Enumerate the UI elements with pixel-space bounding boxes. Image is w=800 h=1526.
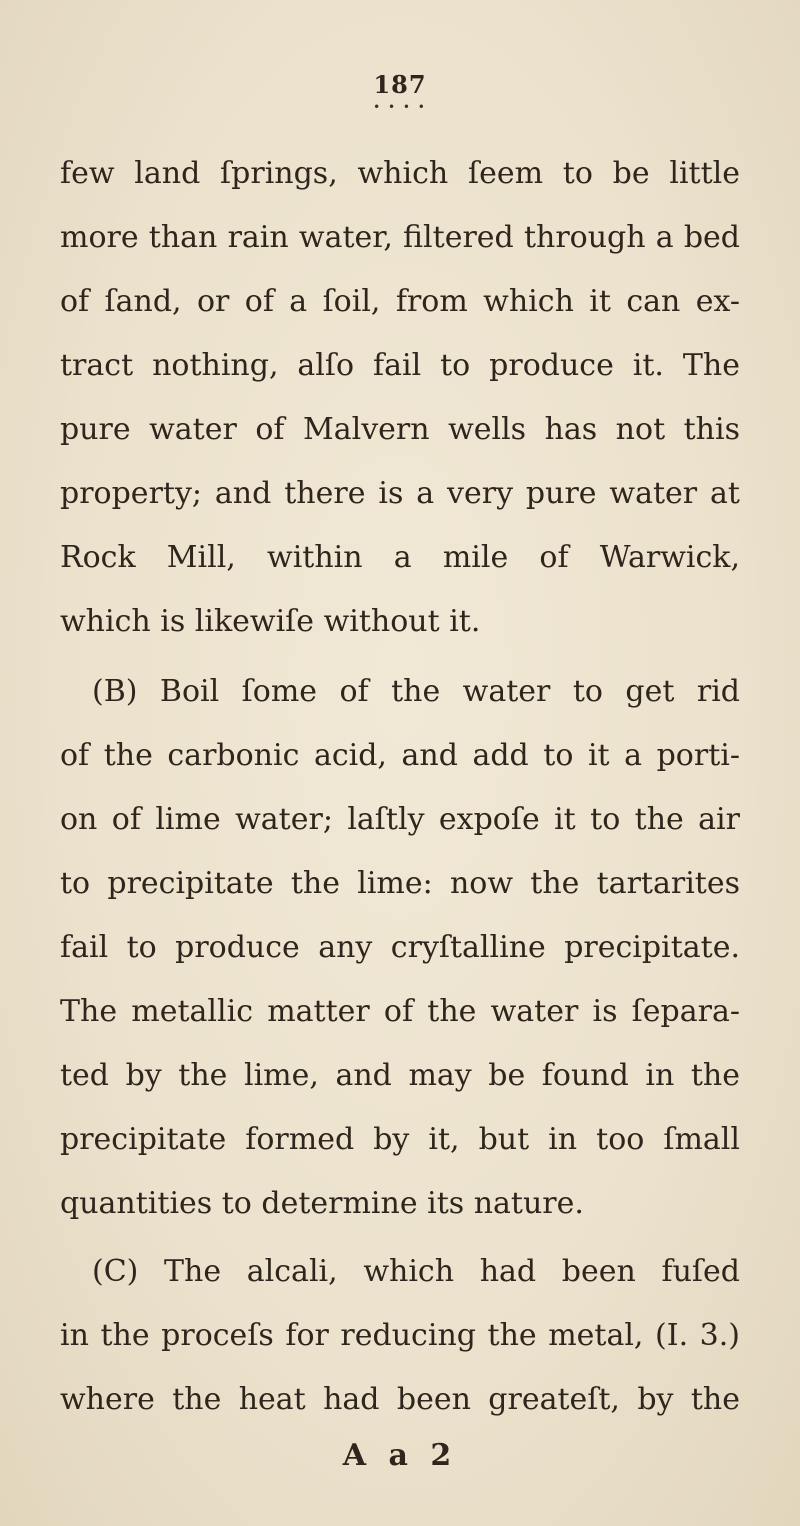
text-line: property; and there is a very pure water at (60, 476, 740, 511)
text-line: in the proceſs for reducing the metal, (I. 3.) (60, 1318, 740, 1353)
text-line: (B) Boil ſome of the water to get rid (92, 674, 740, 709)
text-line: of ſand, or of a ſoil, from which it can ex- (60, 284, 740, 319)
text-line: which is likewiſe without it. (60, 604, 481, 639)
text-line: few land ſprings, which ſeem to be little (60, 156, 740, 191)
text-line: (C) The alcali, which had been fuſed (92, 1254, 740, 1289)
paragraph-2 (60, 660, 740, 1236)
text-line: ted by the lime, and may be found in the (60, 1058, 740, 1093)
text-line: Rock Mill, within a mile of Warwick, (60, 540, 740, 575)
text-line: more than rain water, filtered through a bed (60, 220, 740, 255)
text-line: of the carbonic acid, and add to it a porti- (60, 738, 740, 773)
paragraph-1 (60, 142, 740, 654)
text-line: where the heat had been greateſt, by the (60, 1382, 740, 1417)
catchword: A a 2 (342, 1438, 458, 1473)
header-ornament: • • • • (373, 100, 427, 114)
text-line: fail to produce any cryſtalline precipitate. (60, 930, 740, 965)
text-line: The metallic matter of the water is ſepara- (60, 994, 740, 1029)
text-line: precipitate formed by it, but in too ſmall (60, 1122, 740, 1157)
text-line: quantities to determine its nature. (60, 1186, 584, 1221)
text-line: pure water of Malvern wells has not this (60, 412, 740, 447)
paragraph-3 (60, 1240, 740, 1432)
text-line: tract nothing, alſo fail to produce it. The (60, 348, 740, 383)
text-line: on of lime water; laſtly expoſe it to the air (60, 802, 740, 837)
page-number: 187 (373, 70, 427, 99)
text-line: to precipitate the lime: now the tartarites (60, 866, 740, 901)
